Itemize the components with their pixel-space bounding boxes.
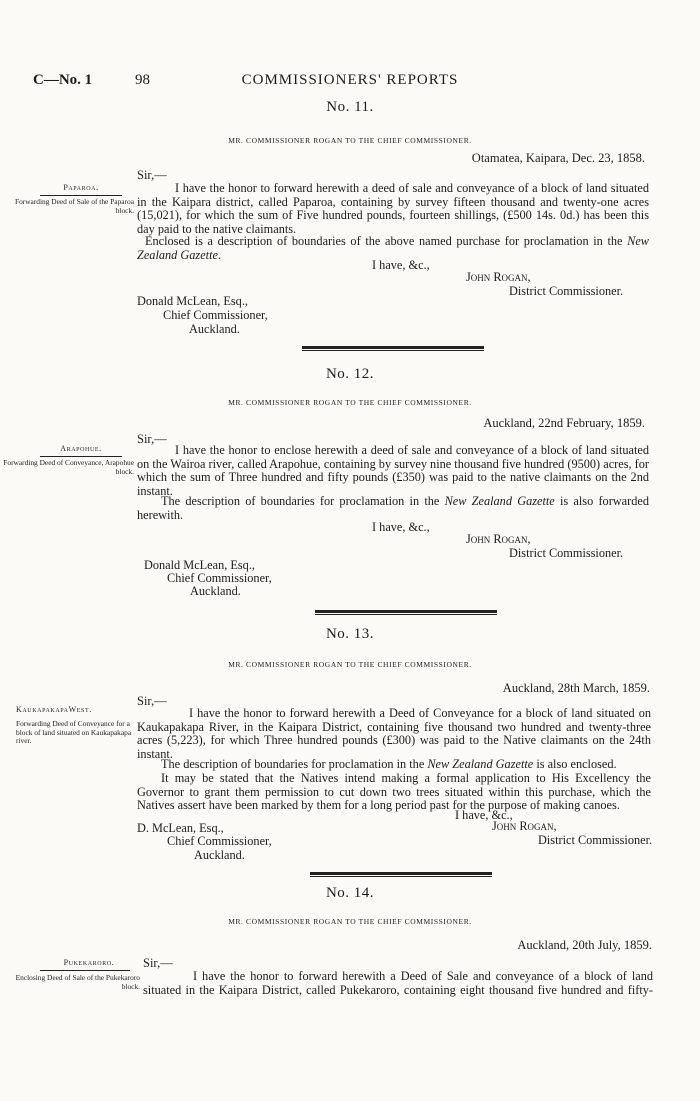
letter-signer: John Rogan, <box>492 819 557 833</box>
letter-caption: MR. COMMISSIONER ROGAN TO THE CHIEF COMMISSIONER. <box>228 398 472 407</box>
sidenote-title: Arapohue. <box>60 444 102 453</box>
sidenote-underline <box>40 456 122 457</box>
letter-caption: MR. COMMISSIONER ROGAN TO THE CHIEF COMMISSIONER. <box>228 660 472 669</box>
section-divider-thin <box>315 614 497 615</box>
letter-paragraph: I have the honor to forward herewith a Deed of Conveyance for a block of land situated on Kaukapakapa River, in the Kaipara District, containing five thousand two hundred and twenty-three acres (5,223), for which Three hundred pounds (£300) was paid to the Native claimants on the 24th instant. <box>137 706 651 761</box>
header-section-ref: C—No. 1 <box>33 72 93 88</box>
letter-number: No. 12. <box>325 366 375 382</box>
section-divider-thin <box>310 876 492 877</box>
address-line: Auckland. <box>194 848 245 862</box>
letter-place-date: Auckland, 20th July, 1859. <box>517 938 652 952</box>
letter-caption: MR. COMMISSIONER ROGAN TO THE CHIEF COMMISSIONER. <box>228 136 472 145</box>
letter-paragraph: I have the honor to enclose herewith a deed of sale and conveyance of a block of land situated on the Wairoa river, called Arapohue, containing by survey nine thousand five hundred (9500) acres, for which the sum of Three hundred and fifty pounds (£350) was paid to the native claimants on the 2nd instant. <box>137 443 649 498</box>
letter-salutation: Sir,— <box>143 956 173 970</box>
sidenote-underline <box>40 195 122 196</box>
letter-number: No. 13. <box>325 626 375 642</box>
letter-closing: I have, &c., <box>372 258 430 272</box>
letter-place-date: Auckland, 22nd February, 1859. <box>483 416 645 430</box>
letter-place-date: Auckland, 28th March, 1859. <box>502 681 650 695</box>
letter-signer: John Rogan, <box>466 270 531 284</box>
address-line: Donald McLean, Esq., <box>144 558 255 572</box>
letter-caption: MR. COMMISSIONER ROGAN TO THE CHIEF COMMISSIONER. <box>228 917 472 926</box>
letter-paragraph: I have the honor to forward herewith a Deed of Sale and conveyance of a block of land situated in the Kaipara District, called Pukekaroro, containing eight thousand five hundred and fifty- <box>143 969 653 997</box>
sidenote-body: Forwarding Deed of Sale of the Paparoa block. <box>14 197 134 215</box>
section-divider <box>302 346 484 349</box>
address-line: D. McLean, Esq., <box>137 821 224 835</box>
address-line: Donald McLean, Esq., <box>137 294 248 308</box>
letter-salutation: Sir,— <box>137 432 167 446</box>
letter-paragraph: The description of boundaries for proclamation in the New Zealand Gazette is also enclosed. <box>161 757 617 771</box>
sidenote-title: KaukapakapaWest. <box>16 705 92 714</box>
sidenote-title: Paparoa. <box>63 183 99 192</box>
section-divider <box>310 872 492 875</box>
sidenote-underline <box>40 970 130 971</box>
letter-number: No. 11. <box>326 99 374 115</box>
page-number: 98 <box>135 72 150 88</box>
page-title: COMMISSIONERS' REPORTS <box>241 72 459 88</box>
letter-closing: I have, &c., <box>455 808 513 822</box>
letter-paragraph: Enclosed is a description of boundaries of the above named purchase for proclamation in the New Zealand Gazette. <box>137 234 649 262</box>
sidenote-body: Forwarding Deed of Conveyance, Arapohue block. <box>3 458 134 476</box>
letter-signer: John Rogan, <box>466 532 531 546</box>
letter-place-date: Otamatea, Kaipara, Dec. 23, 1858. <box>471 151 645 165</box>
section-divider <box>315 610 497 613</box>
letter-signer-title: District Commissioner. <box>538 833 653 847</box>
sidenote-body: Forwarding Deed of Conveyance for a block of land situated on Kaukapakapa river. <box>16 719 132 746</box>
letter-signer-title: District Commissioner. <box>509 546 624 560</box>
letter-paragraph: I have the honor to forward herewith a deed of sale and conveyance of a block of land situated in the Kaipara district, called Paparoa, containing by survey fifteen thousand and twenty-one acres (15,021), for which the sum of Five hundred pounds, fourteen shillings, (£500 14s. 0d.) has been this day paid to the native claimants. <box>137 181 649 236</box>
letter-paragraph: It may be stated that the Natives intend making a formal application to His Excellency the Governor to grant them permission to cut down two trees situated within this purchase, which the Natives assert have been marked by them for a long period past for the purpose of making canoes. <box>137 771 651 812</box>
address-line: Chief Commissioner, <box>167 834 272 848</box>
address-line: Chief Commissioner, <box>167 571 272 585</box>
letter-salutation: Sir,— <box>137 168 167 182</box>
address-line: Chief Commissioner, <box>163 308 268 322</box>
letter-number: No. 14. <box>325 885 375 901</box>
section-divider-thin <box>302 350 484 351</box>
sidenote-title: Pukekaroro. <box>63 958 115 967</box>
letter-salutation: Sir,— <box>137 694 167 708</box>
sidenote-body: Enclosing Deed of Sale of the Pukekaroro block. <box>15 973 140 991</box>
letter-signer-title: District Commissioner. <box>509 284 624 298</box>
letter-closing: I have, &c., <box>372 520 430 534</box>
address-line: Auckland. <box>189 322 240 336</box>
letter-paragraph: The description of boundaries for proclamation in the New Zealand Gazette is also forwarded herewith. <box>137 494 649 522</box>
address-line: Auckland. <box>190 584 241 598</box>
